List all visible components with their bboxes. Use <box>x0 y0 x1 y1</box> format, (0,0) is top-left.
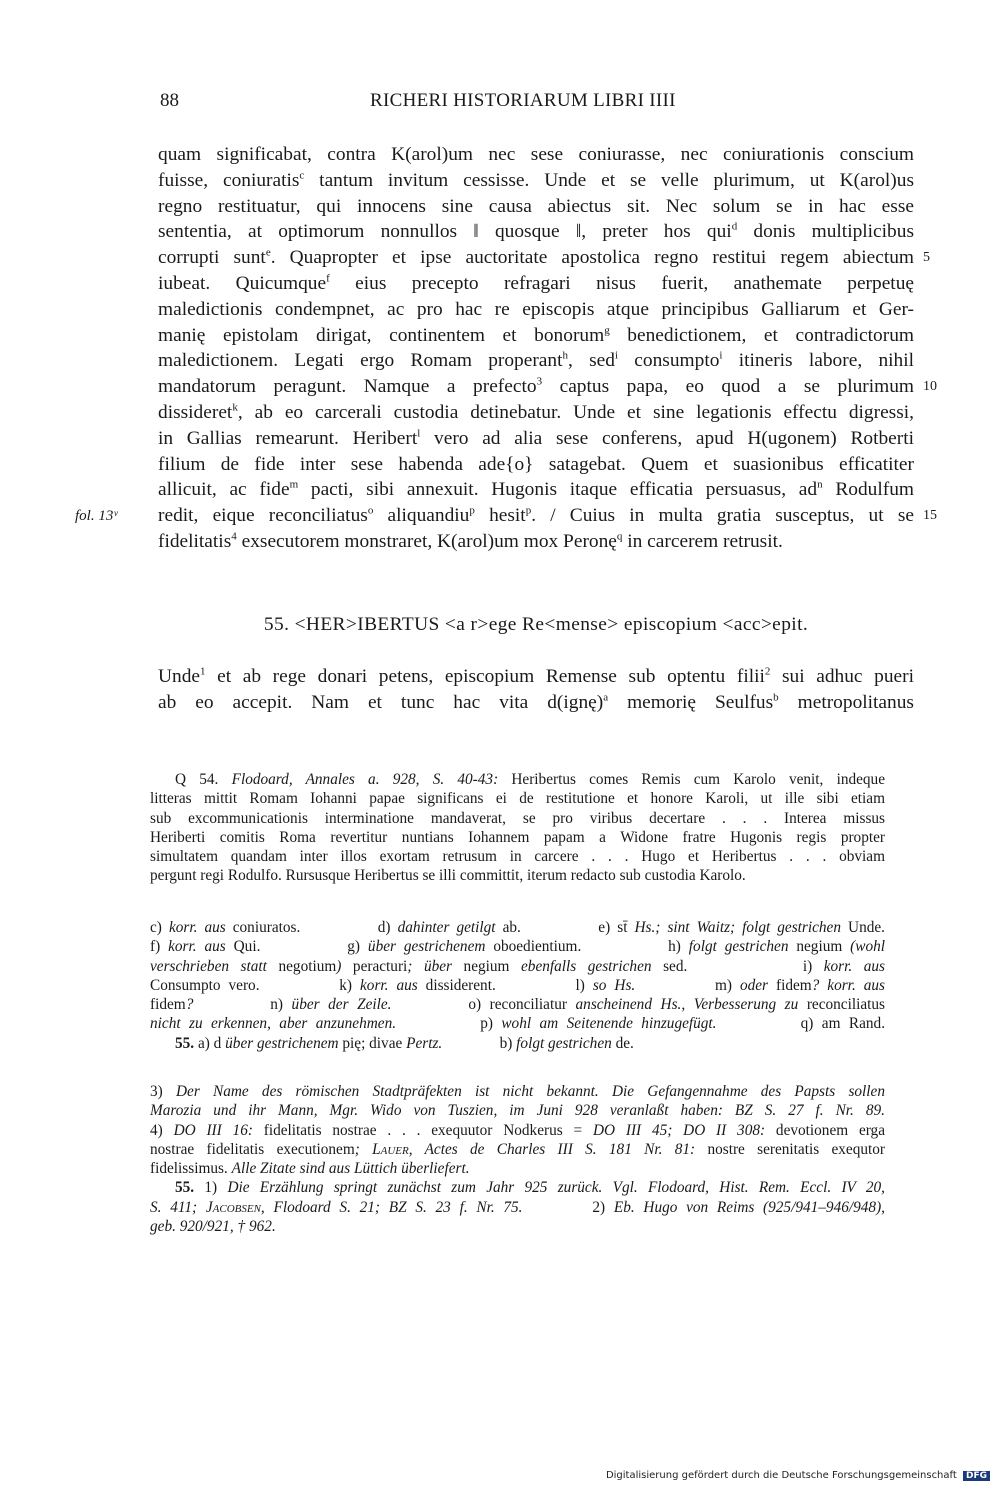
text-line: 3) Der Name des römischen Stadtpräfekten ist nicht bekannt. Die Gefangennahme des Papsts sollen <box>150 1083 885 1100</box>
text-line: maledictionem. Legati ergo Romam properant$^h$, sed$^i$ consumpto$^i$ itineris labore, nihil <box>158 349 914 372</box>
line-number: 15 <box>923 508 937 523</box>
text-line: in Gallias remearunt. Heribert$^l$ vero ad alia sese conferens, apud H(ugonem) Rotberti <box>158 427 914 449</box>
text-line: Unde$^1$ et ab rege donari petens, episcopium Remense sub optentu filii$^2$ sui adhuc pueri <box>158 665 915 687</box>
text-line: Consumpto vero. k) korr. aus dissiderent. l) so Hs. m) oder fidem? korr. aus <box>150 976 885 994</box>
text-line: Heriberti comitis Roma revertitur nuntians Iohannem papam a Widone fratre Hugonis regis propter <box>150 828 885 846</box>
text-line: Q 54. Flodoard, Annales a. 928, S. 40-43: Heribertus comes Remis cum Karolo venit, indeque <box>175 771 885 788</box>
text-line: litteras mittit Romam Iohanni papae significans ei de restitutione et honore Karoli, ut ille sibi etiam <box>150 790 885 808</box>
text-line: nostrae fidelitatis executionem; Lauer, Actes de Charles III S. 181 Nr. 81: nostre serenitatis exequtor <box>150 1140 886 1158</box>
text-line: verschrieben statt negotium) peracturi; über negium ebenfalls gestrichen sed. i) korr. aus <box>150 957 886 975</box>
text-line: corrupti sunt$^e$. Quapropter et ipse auctoritate apostolica regno restitui regem abiectum <box>158 246 914 269</box>
text-line: fidelitatis$^4$ exsecutorem monstraret, K(arol)um mox Peronę$^q$ in carcerem retrusit. <box>158 530 783 552</box>
text-line: filium de fide inter sese habenda ade{o} satagebat. Quem et suasionibus efficatiter <box>158 453 914 475</box>
source-apparatus <box>150 770 885 886</box>
dfg-logo: DFG <box>963 1471 990 1481</box>
text-line: pergunt regi Rodulfo. Rursusque Heribertus se illi committit, iterum redacto sub custodia Karolo. <box>150 867 746 885</box>
text-line: ab eo accepit. Nam et tunc hac vita d(ignę)$^a$ memorię Seulfus$^b$ metropolitanus <box>158 691 914 713</box>
text-line: mandatorum peragunt. Namque a prefecto$^3$ captus papa, eo quod a se plurimum <box>158 375 915 398</box>
folio-margin-note: fol. 13ᵛ <box>75 508 118 524</box>
page-number: 88 <box>160 90 179 111</box>
text-line: iubeat. Quicumque$^f$ eius precepto refragari nisus fuerit, anathemate perpetuę <box>158 272 914 294</box>
text-line: 55. a) d über gestrichenem pię; divae Pertz. b) folgt gestrichen de. <box>175 1034 634 1052</box>
text-line: fidem? n) über der Zeile. o) reconciliatur anscheinend Hs., Verbesserung zu reconciliatus <box>150 996 885 1014</box>
page-header <box>160 90 910 120</box>
text-line: dissideret$^k$, ab eo carcerali custodia detinebatur. Unde et sine legationis effectu digressi, <box>158 401 914 423</box>
text-line: 55. 1) Die Erzählung springt zunächst zum Jahr 925 zurück. Vgl. Flodoard, Hist. Rem. Eccl. IV 20, <box>175 1179 885 1197</box>
main-text-chapter-54 <box>158 142 914 555</box>
text-line: quam significabat, contra K(arol)um nec sese coniurasse, nec coniurationis conscium <box>158 144 914 165</box>
text-line: S. 411; Jacobsen, Flodoard S. 21; BZ S. 23 f. Nr. 75. 2) Eb. Hugo von Reims (925/941–946/948), <box>150 1198 885 1216</box>
text-line: redit, eique reconciliatus$^o$ aliquandiu$^p$ hesit$^p$. / Cuius in multa gratia susceptus, ut se <box>158 504 914 527</box>
line-number: 10 <box>923 379 937 394</box>
line-number: 5 <box>923 250 930 265</box>
text-line: f) korr. aus Qui. g) über gestrichenem oboedientium. h) folgt gestrichen negium (wohl <box>150 938 885 956</box>
text-line: fuisse, coniuratis$^c$ tantum invitum cessisse. Unde et se velle plurimum, ut K(arol)us <box>158 169 914 191</box>
text-line: fidelissimus. Alle Zitate sind aus Lüttich überliefert. <box>150 1160 470 1178</box>
text-line: sententia, at optimorum nonnullos ‖ quosque ‖, preter hos qui$^d$ donis multiplicibus <box>158 220 914 243</box>
text-line: 4) DO III 16: fidelitatis nostrae . . . exequutor Nodkerus = DO III 45; DO II 308: devotionem erga <box>150 1121 885 1139</box>
main-text-chapter-55 <box>158 664 914 716</box>
text-line: c) korr. aus coniuratos. d) dahinter getilgt ab. e) st̄ Hs.; sint Waitz; folgt gestrichen Unde. <box>150 919 885 936</box>
text-line: nicht zu erkennen, aber anzunehmen. p) wohl am Seitenende hinzugefügt. q) am Rand. <box>150 1015 886 1033</box>
text-line: simultatem quandam inter illos exortam retrusum in carcere . . . Hugo et Heribertus . . . obviam <box>150 848 885 866</box>
text-line: sub excommunicationis interminatione mandaverat, se pro viribus decertare . . . Interea missus <box>150 809 885 827</box>
text-line: regno restituatur, qui innocens sine causa abiectus sit. Nec solum se in hac esse <box>158 195 914 217</box>
commentary-notes <box>150 1082 885 1236</box>
text-line: maledictionis condempnet, ac pro hac re episcopis atque principibus Galliarum et Ger- <box>158 298 914 320</box>
text-line: manię epistolam dirigat, continentem et bonorum$^g$ benedictionem, et contradictorum <box>158 324 914 346</box>
footer-text: Digitalisierung gefördert durch die Deutsche Forschungsgemeinschaft <box>605 1470 957 1481</box>
critical-apparatus <box>150 918 885 1053</box>
text-line: geb. 920/921, † 962. <box>150 1218 276 1236</box>
text-line: allicuit, ac fide$^m$ pacti, sibi annexuit. Hugonis itaque efficatia persuasus, $ad^n$ Rodulfum <box>158 478 914 501</box>
chapter-heading: 55. <HER>IBERTUS <a r>ege Re<mense> episcopium <acc>epit. <box>263 614 809 635</box>
footer <box>606 1470 990 1481</box>
text-line: Marozia und ihr Mann, Mgr. Wido von Tuszien, im Juni 928 veranlaßt haben: BZ S. 27 f. Nr. 89. <box>150 1102 885 1120</box>
running-title: RICHERI HISTORIARUM LIBRI IIII <box>370 90 676 111</box>
